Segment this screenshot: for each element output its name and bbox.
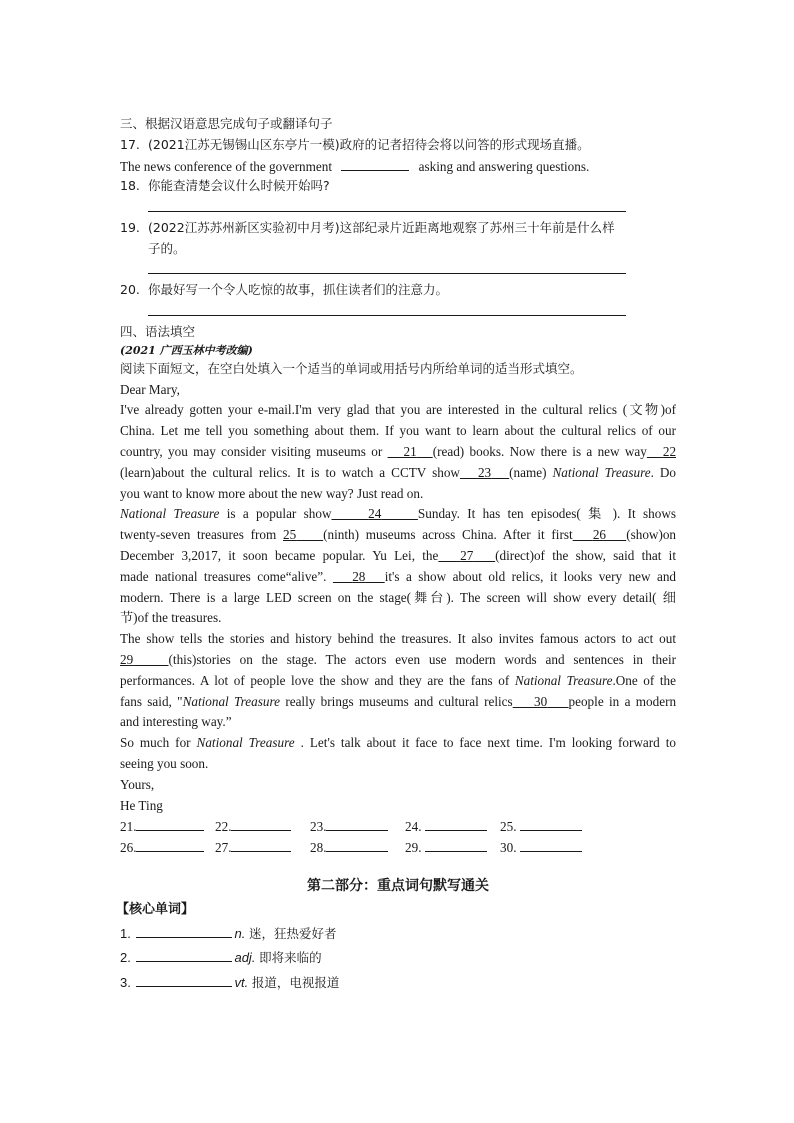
section3-title: 三、根据汉语意思完成句子或翻译句子 [120, 116, 333, 131]
answer-blank-28[interactable] [326, 837, 388, 852]
blank-21[interactable]: 21 [403, 443, 417, 459]
answer-blank-25[interactable] [520, 816, 582, 831]
answer-blank-22[interactable] [231, 816, 291, 831]
answer-blank-26[interactable] [136, 837, 204, 852]
blank-27[interactable]: 27 [460, 547, 474, 563]
answer-blank-24[interactable] [425, 816, 487, 831]
passage-line: China. Let me tell you something about them. If you want to learn about the cultural relics of our [120, 423, 676, 439]
answer-blank-27[interactable] [231, 837, 291, 852]
passage-line: (learn)about the cultural relics. It is to watch a CCTV show 23 (name) National Treasure. Do [120, 464, 677, 480]
blank-24[interactable]: 24 [368, 506, 382, 522]
vocab-item: 1. n. 迷，狂热爱好者 [120, 922, 676, 947]
answer-row: 26. 27. 28. 29. 30. [120, 837, 676, 858]
passage-line: The show tells the stories and history behind the treasures. It also invites famous actors to act out [120, 631, 676, 647]
question-18 [120, 176, 676, 197]
question-17-english: The news conference of the government asking and answering questions. [120, 156, 676, 177]
question-number: 17. [120, 136, 140, 152]
answer-blank-23[interactable] [326, 816, 388, 831]
core-words-label: 【核心单词】 [116, 901, 195, 917]
passage-line: December 3,2017, it soon became popular. Yu Lei, the 27 (direct)of the show, said that it [120, 547, 677, 563]
passage-line: I've already gotten your e-mail.I'm very glad that you are interested in the cultural relics (文物)of [120, 402, 676, 418]
answer-line[interactable] [120, 301, 676, 322]
question-number: 19. [120, 219, 140, 235]
question-number: 20. [120, 282, 140, 298]
vocab-item: 2. adj. 即将来临的 [120, 946, 676, 971]
answer-blank-21[interactable] [136, 816, 204, 831]
passage-line: made national treasures come“alive”. 28 it's a show about old relics, it looks very new and [120, 568, 677, 584]
question-text: (2022江苏苏州新区实验初中月考)这部纪录片近距离地观察了苏州三十年前是什么样 [148, 219, 615, 235]
answer-blank-29[interactable] [425, 837, 487, 852]
letter-closing: Yours, [120, 776, 155, 792]
passage-line: modern. There is a large LED screen on the stage(舞台). The screen will show every detail( 细 [120, 589, 676, 605]
passage-line: seeing you soon. [120, 755, 209, 771]
vocab-item: 3. vt. 报道，电视报道 [120, 971, 676, 996]
answer-row: 21. 22. 23. 24. 25. [120, 816, 676, 837]
question-text: 你能查清楚会议什么时候开始吗? [148, 178, 330, 194]
blank-30[interactable]: 30 [534, 693, 548, 709]
source-note: (2021 广西玉林中考改编) [120, 343, 253, 357]
blank-25[interactable]: 25 [283, 527, 297, 543]
answer-blank[interactable] [341, 156, 409, 171]
passage-line: National Treasure is a popular show 24 Sunday. It has ten episodes( 集 ). It shows [120, 506, 676, 522]
section4-title: 四、语法填空 [120, 323, 196, 339]
question-text: (2021江苏无锡锡山区东亭片一模)政府的记者招待会将以问答的形式现场直播。 [148, 136, 590, 152]
answer-blank-30[interactable] [520, 837, 582, 852]
letter-signature: He Ting [120, 797, 163, 813]
passage-line: you want to know more about the new way? Just read on. [120, 485, 424, 501]
passage-line: 29 (this)stories on the stage. The actors even use modern words and sentences in their [120, 651, 677, 667]
instruction: 阅读下面短文，在空白处填入一个适当的单词或用括号内所给单词的适当形式填空。 [120, 360, 583, 376]
passage-line: performances. A lot of people love the show and they are the fans of National Treasure.One of the [120, 672, 676, 688]
passage-line: and interesting way.” [120, 714, 232, 730]
passage-line: 节)of the treasures. [120, 610, 222, 626]
question-text: 你最好写一个令人吃惊的故事，抓住读者们的注意力。 [148, 282, 449, 298]
passage-line: country, you may consider visiting museums or 21 (read) books. Now there is a new way 22 [120, 443, 677, 459]
vocab-blank[interactable] [136, 972, 232, 987]
vocab-blank[interactable] [136, 923, 232, 938]
question-19 [120, 218, 676, 239]
question-19-cont: 子的。 [148, 240, 186, 256]
question-20 [120, 280, 676, 301]
part2-title: 第二部分：重点词句默写通关 [307, 877, 489, 894]
passage-line: So much for National Treasure . Let's talk about it face to face next time. I'm looking forward to [120, 735, 676, 751]
question-17 [120, 135, 676, 156]
question-number: 18. [120, 178, 140, 194]
answer-line[interactable] [120, 197, 676, 218]
blank-28[interactable]: 28 [352, 568, 366, 584]
letter-greeting: Dear Mary, [120, 381, 180, 397]
answer-line[interactable] [120, 260, 676, 281]
blank-26[interactable]: 26 [592, 527, 607, 543]
blank-23[interactable]: 23 [477, 464, 492, 480]
vocab-blank[interactable] [136, 947, 232, 962]
worksheet-page [116, 114, 677, 995]
passage-line: twenty-seven treasures from 25 (ninth) museums across China. After it first 26 (show)on [120, 527, 677, 543]
blank-29[interactable]: 29 [120, 651, 134, 667]
passage-line: fans said, "National Treasure really brings museums and cultural relics 30 people in a modern [120, 693, 677, 709]
blank-22[interactable]: 22 [662, 443, 677, 459]
